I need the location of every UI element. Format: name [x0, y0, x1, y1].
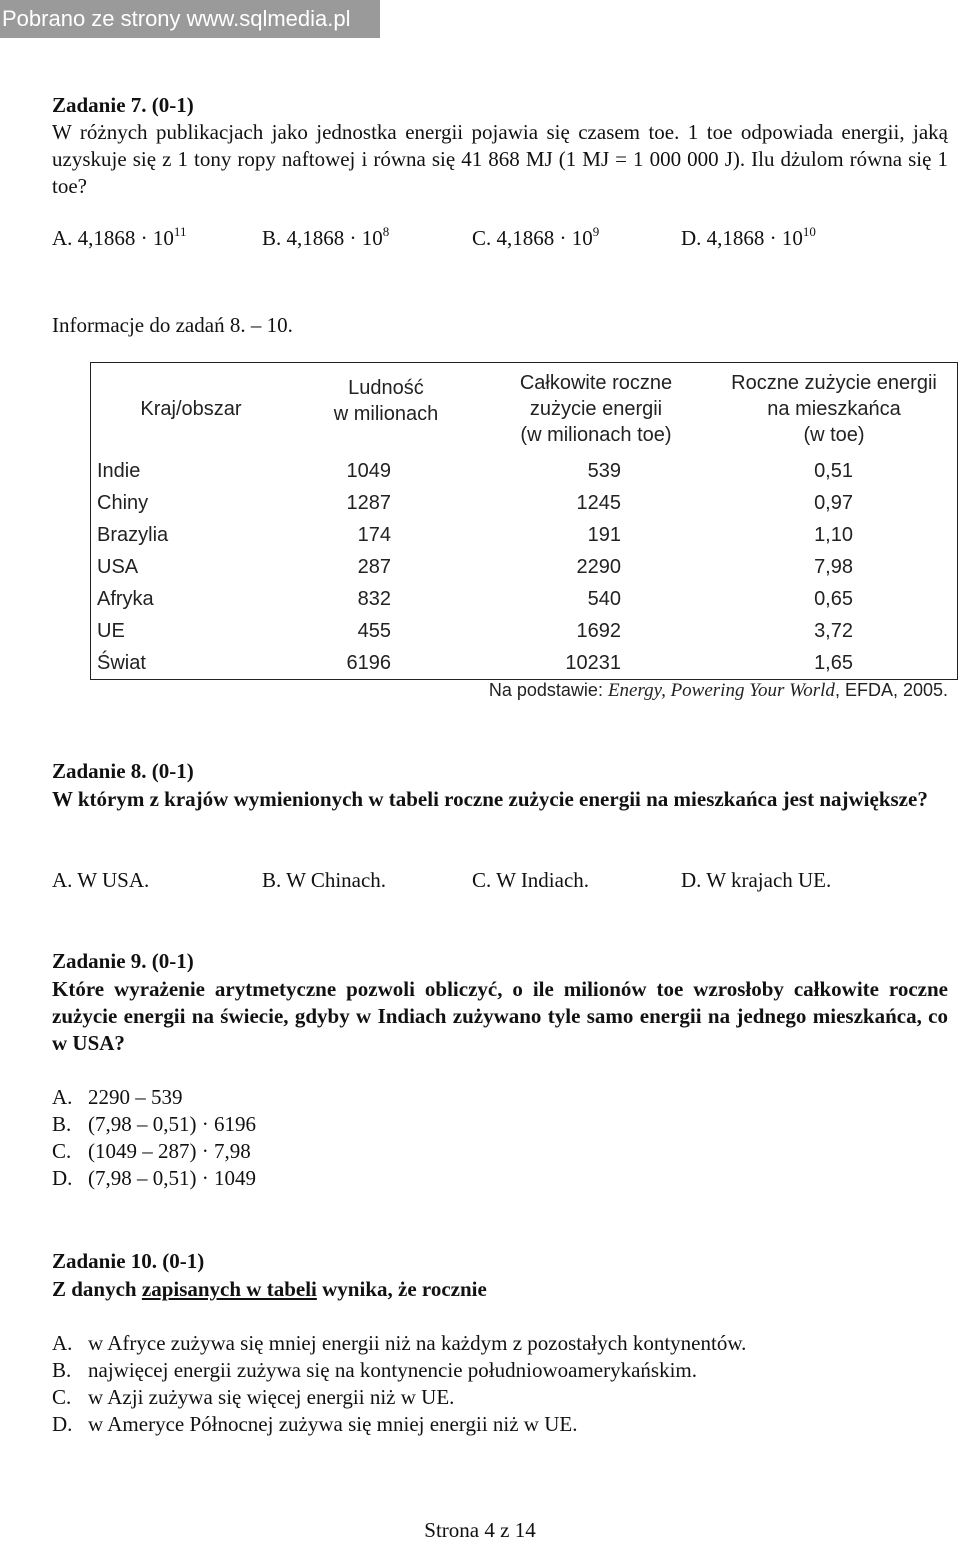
task9-option-d: D. (7,98 – 0,51) · 1049 — [52, 1166, 256, 1190]
task7-option-b: B. $4,1868 \cdot 10^8$ — [262, 224, 390, 250]
cell-total-energy: 2290 — [576, 556, 621, 578]
cell-per-capita: 0,65 — [814, 588, 853, 610]
task10-option-c: C. w Azji zużywa się więcej energii niż w UE. — [52, 1385, 455, 1409]
cell-country: UE — [97, 620, 125, 642]
cell-total-energy: 540 — [587, 588, 621, 610]
watermark-banner: Pobrano ze strony www.sqlmedia.pl — [0, 0, 380, 38]
table-row — [91, 519, 957, 551]
cell-total-energy: 10231 — [565, 652, 621, 674]
header-energy-per-capita: Roczne zużycie energii na mieszkańca (w toe) — [731, 372, 937, 446]
task8-option-b: B. W Chinach. — [262, 868, 387, 892]
cell-population: 1049 — [346, 460, 391, 482]
task10-question: Z danych zapisanych w tabeli wynika, że rocznie — [52, 1277, 487, 1301]
table-row — [91, 583, 957, 615]
task7-option-c: C. $4,1868 \cdot 10^9$ — [472, 224, 600, 250]
cell-total-energy: 1692 — [576, 620, 621, 642]
task9-option-c: C. (1049 – 287) · 7,98 — [52, 1139, 251, 1163]
task7-option-d: D. $4,1868 \cdot 10^{10}$ — [681, 224, 816, 250]
task10-option-b: B. najwięcej energii zużywa się na kontynencie południowoamerykańskim. — [52, 1358, 697, 1382]
task8-question: W którym z krajów wymienionych w tabeli roczne zużycie energii na mieszkańca jest największe? — [52, 787, 928, 811]
cell-per-capita: 1,65 — [814, 652, 853, 674]
cell-country: Chiny — [97, 492, 149, 514]
cell-population: 287 — [357, 556, 391, 578]
cell-country: Świat — [97, 652, 146, 674]
task9-option-b: B. (7,98 – 0,51) · 6196 — [52, 1112, 256, 1136]
cell-country: Afryka — [97, 588, 154, 610]
cell-per-capita: 3,72 — [814, 620, 853, 642]
cell-population: 1287 — [346, 492, 391, 514]
info-heading: Informacje do zadań 8. – 10. — [52, 313, 293, 337]
task8-option-c: C. W Indiach. — [472, 868, 590, 892]
cell-population: 455 — [357, 620, 391, 642]
table-row — [91, 487, 957, 519]
cell-population: 174 — [357, 524, 391, 546]
task7-option-a: A. $4,1868 \cdot 10^{11}$ — [52, 224, 187, 250]
table-row — [91, 615, 957, 647]
task8-option-d: D. W krajach UE. — [681, 868, 832, 892]
page-number: Strona 4 z 14 — [424, 1518, 536, 1542]
cell-per-capita: 1,10 — [814, 524, 853, 546]
cell-total-energy: 191 — [587, 524, 621, 546]
task8-title: Zadanie 8. (0-1) — [52, 759, 194, 783]
task9-option-a: A. 2290 – 539 — [52, 1085, 183, 1109]
cell-country: USA — [97, 556, 139, 578]
task7-title: Zadanie 7. (0-1) — [52, 93, 194, 117]
table-row — [91, 647, 957, 679]
cell-per-capita: 7,98 — [814, 556, 853, 578]
header-population: Ludność w milionach — [333, 377, 439, 425]
cell-country: Brazylia — [97, 524, 169, 546]
header-country: Kraj/obszar — [140, 398, 242, 420]
header-total-energy: Całkowite roczne zużycie energii (w milionach toe) — [519, 372, 673, 446]
cell-population: 832 — [357, 588, 391, 610]
energy-table — [90, 362, 958, 680]
task10-title: Zadanie 10. (0-1) — [52, 1249, 205, 1273]
cell-per-capita: 0,51 — [814, 460, 853, 482]
table-row — [91, 455, 957, 487]
task10-option-d: D. w Ameryce Północnej zużywa się mniej energii niż w UE. — [52, 1412, 578, 1436]
cell-total-energy: 1245 — [576, 492, 621, 514]
cell-country: Indie — [97, 460, 141, 482]
task9-title: Zadanie 9. (0-1) — [52, 949, 194, 973]
task10-option-a: A. w Afryce zużywa się mniej energii niż na każdym z pozostałych kontynentów. — [52, 1331, 747, 1355]
table-row — [91, 551, 957, 583]
cell-population: 6196 — [346, 652, 391, 674]
task8-option-a: A. W USA. — [52, 868, 150, 892]
table-source: Na podstawie: Energy, Powering Your World, EFDA, 2005. — [488, 680, 948, 701]
task9-question: Które wyrażenie arytmetyczne pozwoli obliczyć, o ile milionów toe wzrosłoby całkowite roczne zużycie energii na świecie, gdyby w Indiach zużywano tyle samo energii na jednego mieszkańca, co w USA? — [52, 977, 948, 1055]
cell-per-capita: 0,97 — [814, 492, 853, 514]
cell-total-energy: 539 — [587, 460, 621, 482]
task7-text: W różnych publikacjach jako jednostka energii pojawia się czasem toe. 1 toe odpowiada energii, jaką uzyskuje się z 1 tony ropy naftowej i równa się 41 868 MJ (1 MJ = 1 000 000 J). Ilu dżulom równa się 1 toe? — [52, 120, 948, 198]
